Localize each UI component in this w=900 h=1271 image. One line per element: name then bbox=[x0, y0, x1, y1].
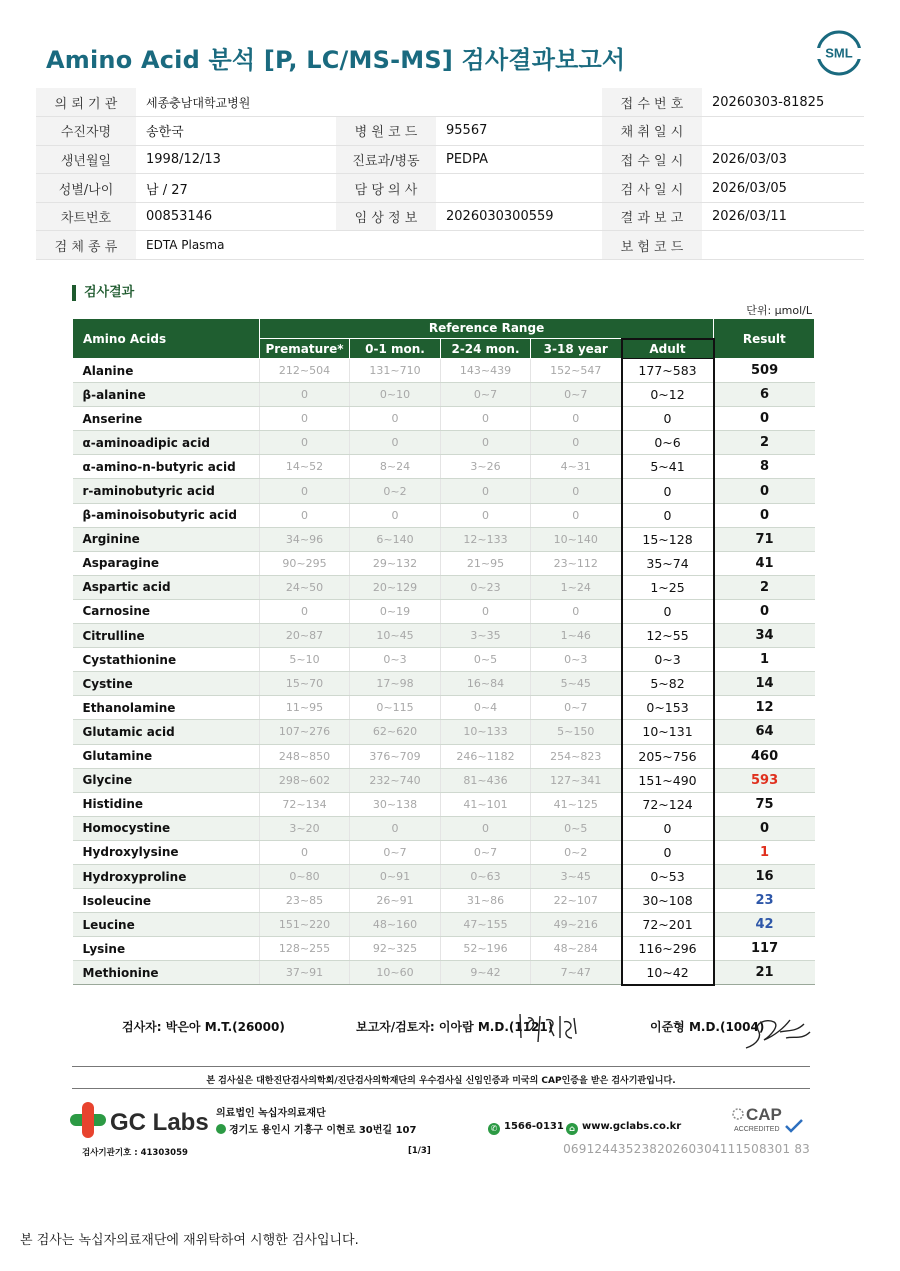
ref-3-18-year: 41~125 bbox=[531, 792, 622, 816]
section-title: 검사결과 bbox=[72, 285, 134, 301]
amino-acid-name: Lysine bbox=[73, 937, 260, 961]
reviewer-signature-label: 보고자/검토자: 이아람 M.D.(1121) bbox=[356, 1020, 554, 1034]
ref-adult: 177~583 bbox=[622, 359, 714, 383]
table-row bbox=[73, 551, 815, 575]
result-value: 0 bbox=[714, 407, 815, 431]
ref-premature: 212~504 bbox=[260, 359, 350, 383]
doctor-signature bbox=[744, 1010, 812, 1054]
reviewer-signature bbox=[516, 1008, 582, 1048]
ref-2-24-mon: 0~7 bbox=[441, 383, 531, 407]
ref-0-1-mon: 29~132 bbox=[350, 551, 441, 575]
amino-acid-name: Glutamine bbox=[73, 744, 260, 768]
amino-acid-name: Ethanolamine bbox=[73, 696, 260, 720]
ref-3-18-year: 49~216 bbox=[531, 913, 622, 937]
ref-3-18-year: 23~112 bbox=[531, 551, 622, 575]
ref-2-24-mon: 21~95 bbox=[441, 551, 531, 575]
value-insurance bbox=[702, 231, 864, 260]
header-0-1-mon: 0-1 mon. bbox=[350, 339, 441, 359]
value-receipt-date: 2026/03/03 bbox=[702, 145, 864, 174]
table-row bbox=[73, 744, 815, 768]
value-doctor bbox=[436, 174, 602, 203]
phone-icon: ✆ bbox=[488, 1123, 500, 1135]
ref-premature: 0 bbox=[260, 431, 350, 455]
amino-acid-name: Aspartic acid bbox=[73, 575, 260, 599]
amino-acid-name: Glycine bbox=[73, 768, 260, 792]
ref-0-1-mon: 48~160 bbox=[350, 913, 441, 937]
value-collect-date bbox=[702, 117, 864, 146]
ref-adult: 15~128 bbox=[622, 527, 714, 551]
amino-acid-name: Citrulline bbox=[73, 624, 260, 648]
header-3-18-year: 3-18 year bbox=[531, 339, 622, 359]
ref-2-24-mon: 0~23 bbox=[441, 575, 531, 599]
report-title: Amino Acid 분석 [P, LC/MS-MS] 검사결과보고서 bbox=[46, 46, 626, 74]
ref-adult: 0 bbox=[622, 816, 714, 840]
result-value: 593 bbox=[714, 768, 815, 792]
ref-2-24-mon: 143~439 bbox=[441, 359, 531, 383]
result-value: 21 bbox=[714, 961, 815, 985]
ref-premature: 0 bbox=[260, 840, 350, 864]
ref-0-1-mon: 131~710 bbox=[350, 359, 441, 383]
ref-3-18-year: 0~7 bbox=[531, 383, 622, 407]
ref-adult: 0~12 bbox=[622, 383, 714, 407]
value-birth: 1998/12/13 bbox=[136, 145, 336, 174]
ref-3-18-year: 5~150 bbox=[531, 720, 622, 744]
result-value: 34 bbox=[714, 624, 815, 648]
result-value: 509 bbox=[714, 359, 815, 383]
ref-2-24-mon: 0~7 bbox=[441, 840, 531, 864]
ref-2-24-mon: 31~86 bbox=[441, 889, 531, 913]
amino-acid-name: Carnosine bbox=[73, 599, 260, 623]
ref-premature: 37~91 bbox=[260, 961, 350, 985]
ref-0-1-mon: 20~129 bbox=[350, 575, 441, 599]
table-row bbox=[73, 527, 815, 551]
cap-logo-text: CAP bbox=[746, 1105, 782, 1124]
amino-acid-name: β-alanine bbox=[73, 383, 260, 407]
ref-2-24-mon: 9~42 bbox=[441, 961, 531, 985]
amino-acid-name: Leucine bbox=[73, 913, 260, 937]
amino-acid-name: Anserine bbox=[73, 407, 260, 431]
ref-0-1-mon: 8~24 bbox=[350, 455, 441, 479]
lab-address bbox=[216, 1121, 416, 1136]
table-row bbox=[73, 672, 815, 696]
lab-website[interactable] bbox=[566, 1121, 681, 1135]
ref-3-18-year: 5~45 bbox=[531, 672, 622, 696]
label-sex-age: 성별/나이 bbox=[36, 174, 136, 203]
result-value: 0 bbox=[714, 479, 815, 503]
ref-3-18-year: 1~24 bbox=[531, 575, 622, 599]
ref-2-24-mon: 246~1182 bbox=[441, 744, 531, 768]
ref-2-24-mon: 12~133 bbox=[441, 527, 531, 551]
ref-adult: 30~108 bbox=[622, 889, 714, 913]
ref-adult: 0~3 bbox=[622, 648, 714, 672]
value-chart-no: 00853146 bbox=[136, 202, 336, 231]
ref-0-1-mon: 0 bbox=[350, 407, 441, 431]
table-row bbox=[73, 696, 815, 720]
ref-3-18-year: 1~46 bbox=[531, 624, 622, 648]
ref-3-18-year: 0~2 bbox=[531, 840, 622, 864]
ref-2-24-mon: 16~84 bbox=[441, 672, 531, 696]
result-value: 0 bbox=[714, 503, 815, 527]
result-value: 2 bbox=[714, 575, 815, 599]
amino-acid-name: Cystine bbox=[73, 672, 260, 696]
ref-premature: 24~50 bbox=[260, 575, 350, 599]
barcode-number: 06912443523820260304111508301 83 bbox=[563, 1142, 810, 1156]
ref-premature: 0 bbox=[260, 383, 350, 407]
value-clinical: 2026030300559 bbox=[436, 202, 602, 231]
ref-premature: 128~255 bbox=[260, 937, 350, 961]
ref-2-24-mon: 0~63 bbox=[441, 864, 531, 888]
value-hospital-code: 95567 bbox=[436, 117, 602, 146]
ref-0-1-mon: 62~620 bbox=[350, 720, 441, 744]
ref-premature: 298~602 bbox=[260, 768, 350, 792]
result-value: 8 bbox=[714, 455, 815, 479]
ref-0-1-mon: 92~325 bbox=[350, 937, 441, 961]
gc-labs-logo-text: GC Labs bbox=[110, 1109, 209, 1136]
amino-acid-name: α-aminoadipic acid bbox=[73, 431, 260, 455]
amino-acid-table bbox=[72, 318, 815, 986]
ref-adult: 205~756 bbox=[622, 744, 714, 768]
ref-adult: 10~42 bbox=[622, 961, 714, 985]
lab-org-name: 의료법인 녹십자의료재단 bbox=[216, 1108, 326, 1119]
ref-0-1-mon: 0~7 bbox=[350, 840, 441, 864]
header-amino-acids: Amino Acids bbox=[73, 319, 260, 359]
lab-phone-text: 1566-0131 bbox=[504, 1121, 564, 1132]
result-value: 16 bbox=[714, 864, 815, 888]
ref-adult: 35~74 bbox=[622, 551, 714, 575]
label-receipt-date: 접 수 일 시 bbox=[602, 145, 702, 174]
ref-3-18-year: 48~284 bbox=[531, 937, 622, 961]
label-birth: 생년월일 bbox=[36, 145, 136, 174]
ref-premature: 90~295 bbox=[260, 551, 350, 575]
ref-adult: 10~131 bbox=[622, 720, 714, 744]
table-row bbox=[73, 599, 815, 623]
value-receipt-no: 20260303-81825 bbox=[702, 88, 864, 117]
lab-website-text[interactable]: www.gclabs.co.kr bbox=[582, 1121, 682, 1132]
ref-3-18-year: 3~45 bbox=[531, 864, 622, 888]
cap-accredited-logo bbox=[730, 1102, 810, 1138]
gc-labs-logo bbox=[70, 1100, 210, 1140]
amino-acid-name: Homocystine bbox=[73, 816, 260, 840]
ref-3-18-year: 0~3 bbox=[531, 648, 622, 672]
ref-0-1-mon: 0~19 bbox=[350, 599, 441, 623]
table-row bbox=[73, 479, 815, 503]
header-result: Result bbox=[714, 319, 815, 359]
amino-acid-name: Arginine bbox=[73, 527, 260, 551]
table-row bbox=[73, 624, 815, 648]
ref-2-24-mon: 10~133 bbox=[441, 720, 531, 744]
lab-address-text: 경기도 용인시 기흥구 이현로 30번길 107 bbox=[229, 1125, 417, 1136]
ref-premature: 72~134 bbox=[260, 792, 350, 816]
results-table-wrap bbox=[72, 318, 814, 986]
ref-0-1-mon: 232~740 bbox=[350, 768, 441, 792]
ref-2-24-mon: 0 bbox=[441, 407, 531, 431]
result-value: 1 bbox=[714, 648, 815, 672]
table-row bbox=[73, 792, 815, 816]
ref-adult: 0 bbox=[622, 599, 714, 623]
header-adult: Adult bbox=[622, 339, 714, 359]
ref-3-18-year: 0 bbox=[531, 431, 622, 455]
value-dept: PEDPA bbox=[436, 145, 602, 174]
ref-3-18-year: 7~47 bbox=[531, 961, 622, 985]
unit-label: 단위: µmol/L bbox=[746, 304, 812, 317]
table-row bbox=[73, 407, 815, 431]
ref-adult: 0 bbox=[622, 407, 714, 431]
certification-note: 본 검사실은 대한진단검사의학회/진단검사의학재단의 우수검사실 신임인증과 미국의 CAP인증을 받은 검사기관입니다. bbox=[206, 1076, 676, 1086]
ref-adult: 1~25 bbox=[622, 575, 714, 599]
ref-3-18-year: 0~7 bbox=[531, 696, 622, 720]
table-row bbox=[73, 816, 815, 840]
divider-top bbox=[72, 1066, 810, 1067]
amino-acid-name: Cystathionine bbox=[73, 648, 260, 672]
table-row bbox=[73, 864, 815, 888]
divider-bottom bbox=[72, 1088, 810, 1089]
ref-premature: 3~20 bbox=[260, 816, 350, 840]
patient-info-table bbox=[36, 88, 864, 260]
ref-adult: 72~201 bbox=[622, 913, 714, 937]
amino-acid-name: Hydroxyproline bbox=[73, 864, 260, 888]
result-value: 71 bbox=[714, 527, 815, 551]
ref-3-18-year: 22~107 bbox=[531, 889, 622, 913]
value-report-date: 2026/03/11 bbox=[702, 202, 864, 231]
ref-premature: 11~95 bbox=[260, 696, 350, 720]
ref-2-24-mon: 0 bbox=[441, 599, 531, 623]
ref-adult: 116~296 bbox=[622, 937, 714, 961]
examiner-signature-label: 검사자: 박은아 M.T.(26000) bbox=[122, 1020, 285, 1034]
ref-3-18-year: 127~341 bbox=[531, 768, 622, 792]
ref-0-1-mon: 0~2 bbox=[350, 479, 441, 503]
ref-adult: 0~153 bbox=[622, 696, 714, 720]
result-value: 117 bbox=[714, 937, 815, 961]
location-pin-icon bbox=[216, 1124, 226, 1134]
ref-2-24-mon: 3~35 bbox=[441, 624, 531, 648]
ref-premature: 23~85 bbox=[260, 889, 350, 913]
label-insurance: 보 험 코 드 bbox=[602, 231, 702, 260]
header-reference-range: Reference Range bbox=[260, 319, 714, 339]
ref-premature: 14~52 bbox=[260, 455, 350, 479]
footer-note: 본 검사는 녹십자의료재단에 재위탁하여 시행한 검사입니다. bbox=[20, 1233, 359, 1248]
ref-2-24-mon: 41~101 bbox=[441, 792, 531, 816]
institution-code: 검사기관기호 : 41303059 bbox=[82, 1148, 188, 1158]
ref-premature: 34~96 bbox=[260, 527, 350, 551]
table-row bbox=[73, 455, 815, 479]
table-row bbox=[73, 648, 815, 672]
ref-adult: 0 bbox=[622, 840, 714, 864]
value-specimen: EDTA Plasma bbox=[136, 231, 602, 260]
ref-3-18-year: 0 bbox=[531, 407, 622, 431]
ref-3-18-year: 0 bbox=[531, 599, 622, 623]
label-institution: 의 뢰 기 관 bbox=[36, 88, 136, 117]
ref-2-24-mon: 0 bbox=[441, 431, 531, 455]
value-test-date: 2026/03/05 bbox=[702, 174, 864, 203]
ref-0-1-mon: 0~115 bbox=[350, 696, 441, 720]
ref-adult: 5~82 bbox=[622, 672, 714, 696]
label-patient: 수진자명 bbox=[36, 117, 136, 146]
ref-0-1-mon: 0~91 bbox=[350, 864, 441, 888]
ref-0-1-mon: 0 bbox=[350, 503, 441, 527]
ref-0-1-mon: 0~3 bbox=[350, 648, 441, 672]
ref-0-1-mon: 30~138 bbox=[350, 792, 441, 816]
home-icon: ⌂ bbox=[566, 1123, 578, 1135]
amino-acid-name: β-aminoisobutyric acid bbox=[73, 503, 260, 527]
ref-adult: 12~55 bbox=[622, 624, 714, 648]
label-doctor: 담 당 의 사 bbox=[336, 174, 436, 203]
ref-premature: 0 bbox=[260, 503, 350, 527]
ref-2-24-mon: 0~4 bbox=[441, 696, 531, 720]
ref-2-24-mon: 52~196 bbox=[441, 937, 531, 961]
lab-phone bbox=[488, 1121, 564, 1135]
table-row bbox=[73, 840, 815, 864]
ref-2-24-mon: 47~155 bbox=[441, 913, 531, 937]
ref-adult: 0 bbox=[622, 479, 714, 503]
ref-2-24-mon: 3~26 bbox=[441, 455, 531, 479]
ref-2-24-mon: 0~5 bbox=[441, 648, 531, 672]
label-clinical: 임 상 정 보 bbox=[336, 202, 436, 231]
result-value: 23 bbox=[714, 889, 815, 913]
table-row bbox=[73, 937, 815, 961]
amino-acid-name: Alanine bbox=[73, 359, 260, 383]
ref-3-18-year: 0 bbox=[531, 479, 622, 503]
ref-premature: 151~220 bbox=[260, 913, 350, 937]
ref-3-18-year: 152~547 bbox=[531, 359, 622, 383]
value-institution: 세종충남대학교병원 bbox=[136, 88, 602, 117]
ref-2-24-mon: 0 bbox=[441, 816, 531, 840]
ref-3-18-year: 10~140 bbox=[531, 527, 622, 551]
result-value: 1 bbox=[714, 840, 815, 864]
ref-premature: 0 bbox=[260, 407, 350, 431]
table-row bbox=[73, 889, 815, 913]
ref-premature: 5~10 bbox=[260, 648, 350, 672]
result-value: 2 bbox=[714, 431, 815, 455]
ref-0-1-mon: 0~10 bbox=[350, 383, 441, 407]
amino-acid-name: Isoleucine bbox=[73, 889, 260, 913]
header-2-24-mon: 2-24 mon. bbox=[441, 339, 531, 359]
table-row bbox=[73, 768, 815, 792]
label-report-date: 결 과 보 고 bbox=[602, 202, 702, 231]
label-collect-date: 채 취 일 시 bbox=[602, 117, 702, 146]
result-value: 64 bbox=[714, 720, 815, 744]
table-row bbox=[73, 961, 815, 985]
amino-acid-name: Hydroxylysine bbox=[73, 840, 260, 864]
ref-2-24-mon: 81~436 bbox=[441, 768, 531, 792]
ref-premature: 107~276 bbox=[260, 720, 350, 744]
doctor-signature-label: 이준형 M.D.(1004) bbox=[650, 1020, 765, 1034]
amino-acid-name: Asparagine bbox=[73, 551, 260, 575]
value-patient: 송한국 bbox=[136, 117, 336, 146]
label-dept: 진료과/병동 bbox=[336, 145, 436, 174]
ref-adult: 72~124 bbox=[622, 792, 714, 816]
header-premature: Premature* bbox=[260, 339, 350, 359]
table-row bbox=[73, 575, 815, 599]
ref-2-24-mon: 0 bbox=[441, 503, 531, 527]
sml-logo-text: SML bbox=[825, 45, 853, 61]
ref-0-1-mon: 10~60 bbox=[350, 961, 441, 985]
ref-adult: 0 bbox=[622, 503, 714, 527]
ref-3-18-year: 0 bbox=[531, 503, 622, 527]
amino-acid-rows bbox=[73, 359, 815, 985]
ref-premature: 15~70 bbox=[260, 672, 350, 696]
table-row bbox=[73, 720, 815, 744]
label-receipt-no: 접 수 번 호 bbox=[602, 88, 702, 117]
table-row bbox=[73, 359, 815, 383]
ref-0-1-mon: 17~98 bbox=[350, 672, 441, 696]
result-value: 75 bbox=[714, 792, 815, 816]
table-row bbox=[73, 503, 815, 527]
amino-acid-name: Glutamic acid bbox=[73, 720, 260, 744]
ref-premature: 248~850 bbox=[260, 744, 350, 768]
result-value: 42 bbox=[714, 913, 815, 937]
value-sex-age: 남 / 27 bbox=[136, 174, 336, 203]
ref-0-1-mon: 376~709 bbox=[350, 744, 441, 768]
result-value: 0 bbox=[714, 816, 815, 840]
sml-logo bbox=[816, 30, 862, 76]
label-hospital-code: 병 원 코 드 bbox=[336, 117, 436, 146]
ref-adult: 151~490 bbox=[622, 768, 714, 792]
ref-0-1-mon: 0 bbox=[350, 816, 441, 840]
ref-0-1-mon: 10~45 bbox=[350, 624, 441, 648]
result-value: 12 bbox=[714, 696, 815, 720]
result-value: 460 bbox=[714, 744, 815, 768]
ref-3-18-year: 254~823 bbox=[531, 744, 622, 768]
ref-premature: 0~80 bbox=[260, 864, 350, 888]
ref-adult: 5~41 bbox=[622, 455, 714, 479]
table-row bbox=[73, 383, 815, 407]
ref-premature: 0 bbox=[260, 599, 350, 623]
ref-2-24-mon: 0 bbox=[441, 479, 531, 503]
label-specimen: 검 체 종 류 bbox=[36, 231, 136, 260]
ref-premature: 20~87 bbox=[260, 624, 350, 648]
result-value: 41 bbox=[714, 551, 815, 575]
ref-0-1-mon: 26~91 bbox=[350, 889, 441, 913]
label-chart-no: 차트번호 bbox=[36, 202, 136, 231]
amino-acid-name: r-aminobutyric acid bbox=[73, 479, 260, 503]
amino-acid-name: Methionine bbox=[73, 961, 260, 985]
ref-3-18-year: 0~5 bbox=[531, 816, 622, 840]
label-test-date: 검 사 일 시 bbox=[602, 174, 702, 203]
cap-logo-sub: ACCREDITED bbox=[734, 1126, 780, 1133]
result-value: 6 bbox=[714, 383, 815, 407]
ref-adult: 0~53 bbox=[622, 864, 714, 888]
ref-0-1-mon: 6~140 bbox=[350, 527, 441, 551]
ref-3-18-year: 4~31 bbox=[531, 455, 622, 479]
ref-premature: 0 bbox=[260, 479, 350, 503]
result-value: 14 bbox=[714, 672, 815, 696]
ref-0-1-mon: 0 bbox=[350, 431, 441, 455]
table-row bbox=[73, 431, 815, 455]
amino-acid-name: Histidine bbox=[73, 792, 260, 816]
ref-adult: 0~6 bbox=[622, 431, 714, 455]
table-row bbox=[73, 913, 815, 937]
amino-acid-name: α-amino-n-butyric acid bbox=[73, 455, 260, 479]
page-number: [1/3] bbox=[408, 1146, 431, 1156]
result-value: 0 bbox=[714, 599, 815, 623]
